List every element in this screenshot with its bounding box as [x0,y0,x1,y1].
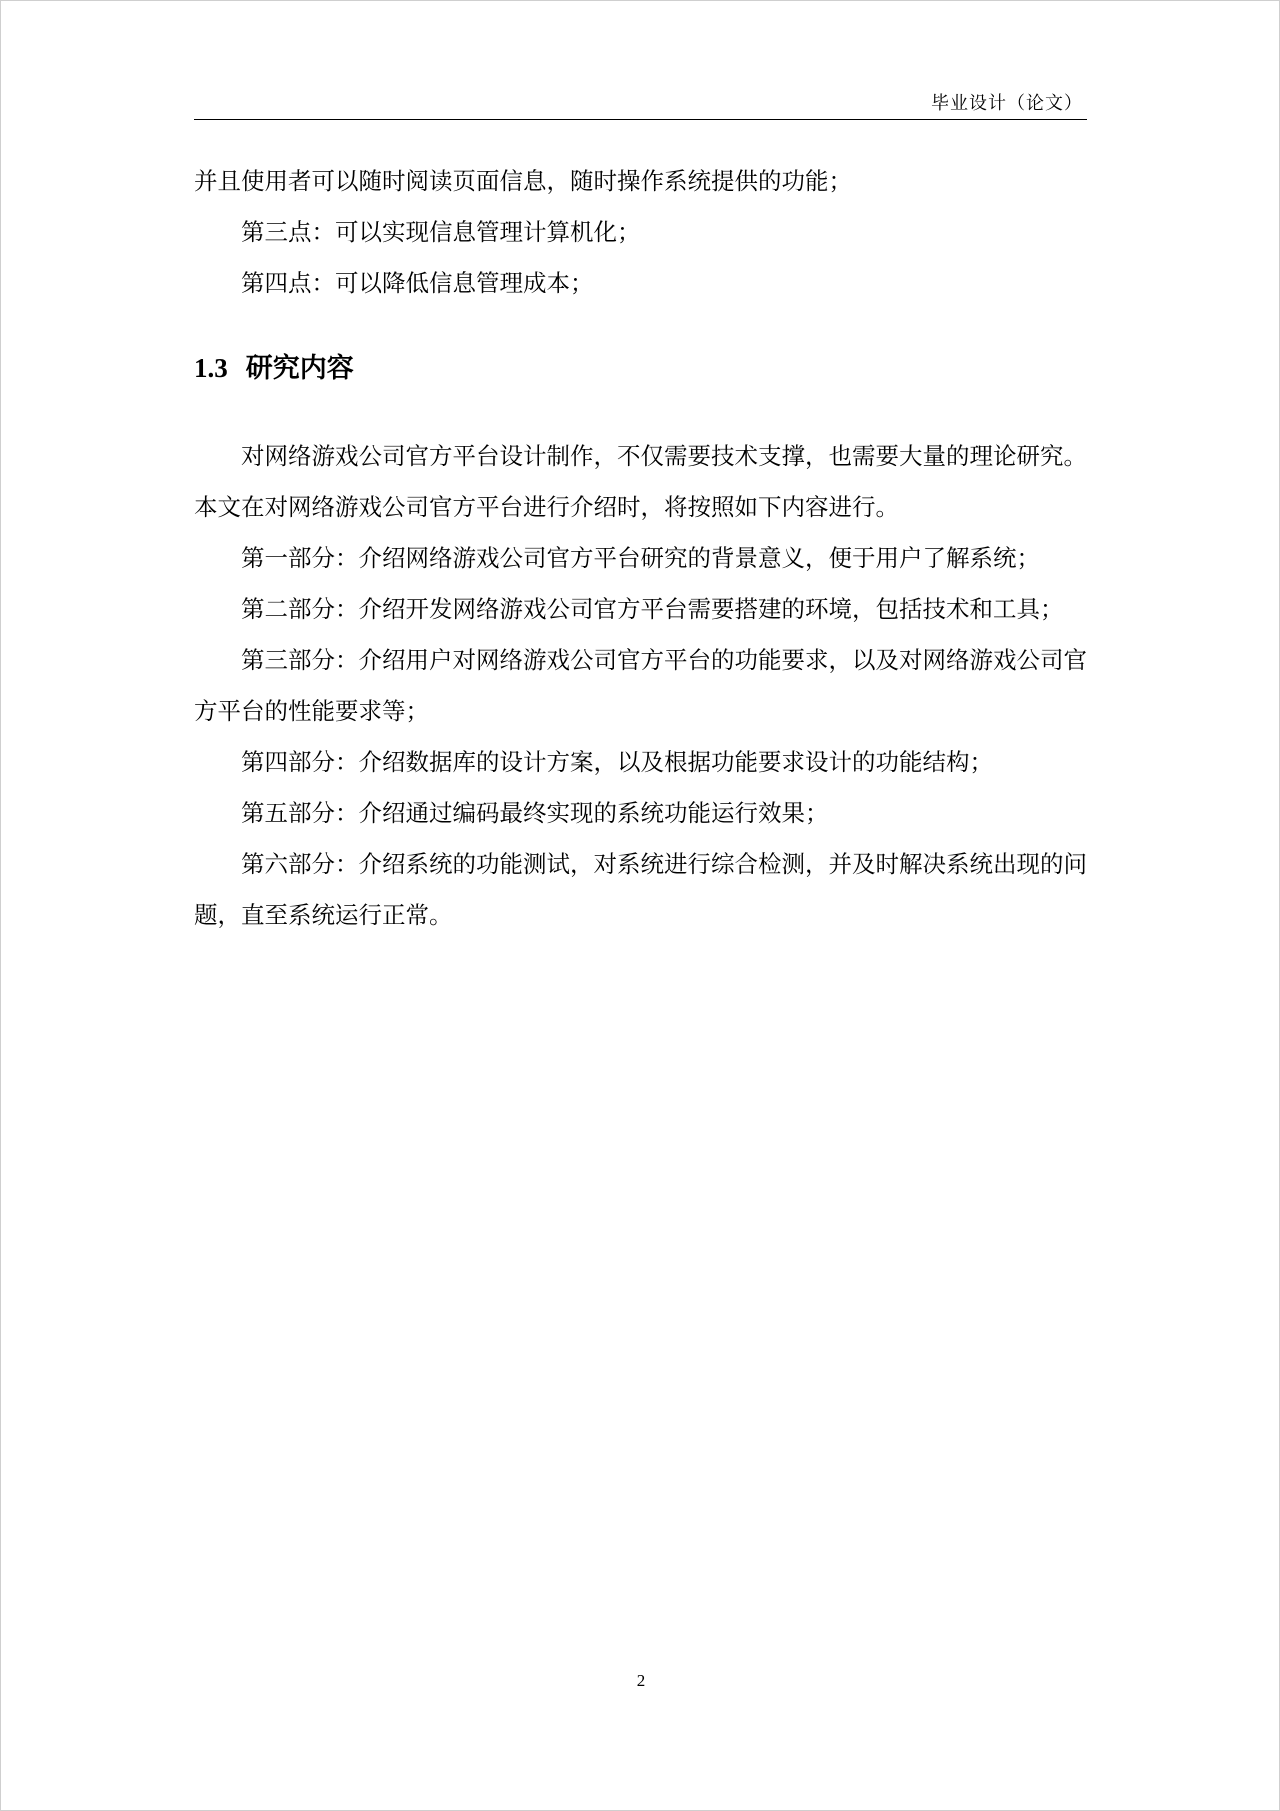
paragraph-part-three: 第三部分：介绍用户对网络游戏公司官方平台的功能要求，以及对网络游戏公司官方平台的性能要求等； [194,646,1087,725]
header-title: 毕业设计（论文） [931,93,1083,114]
page-number: 2 [636,1671,646,1690]
section-title: 研究内容 [245,353,354,384]
section-heading [194,348,354,389]
paragraph-continuation: 并且使用者可以随时阅读页面信息，随时操作系统提供的功能； [194,167,852,195]
section-number: 1.3 [194,353,228,383]
paragraph-part-six: 第六部分：介绍系统的功能测试，对系统进行综合检测，并及时解决系统出现的问题，直至系统运行正常。 [194,850,1087,929]
paragraph-part-five: 第五部分：介绍通过编码最终实现的系统功能运行效果； [241,799,829,827]
paragraph-part-two: 第二部分：介绍开发网络游戏公司官方平台需要搭建的环境，包括技术和工具； [241,595,1064,623]
paragraph-overview: 对网络游戏公司官方平台设计制作，不仅需要技术支撑，也需要大量的理论研究。本文在对网络游戏公司官方平台进行介绍时，将按照如下内容进行。 [194,442,1087,521]
page-header [194,87,1087,120]
content-text-block [194,431,1087,941]
intro-text-block [194,156,1087,309]
paragraph-point-three: 第三点：可以实现信息管理计算机化； [241,218,641,246]
paragraph-point-four: 第四点：可以降低信息管理成本； [241,269,594,297]
paragraph-part-one: 第一部分：介绍网络游戏公司官方平台研究的背景意义，便于用户了解系统； [241,544,1040,572]
paragraph-part-four: 第四部分：介绍数据库的设计方案，以及根据功能要求设计的功能结构； [241,748,993,776]
